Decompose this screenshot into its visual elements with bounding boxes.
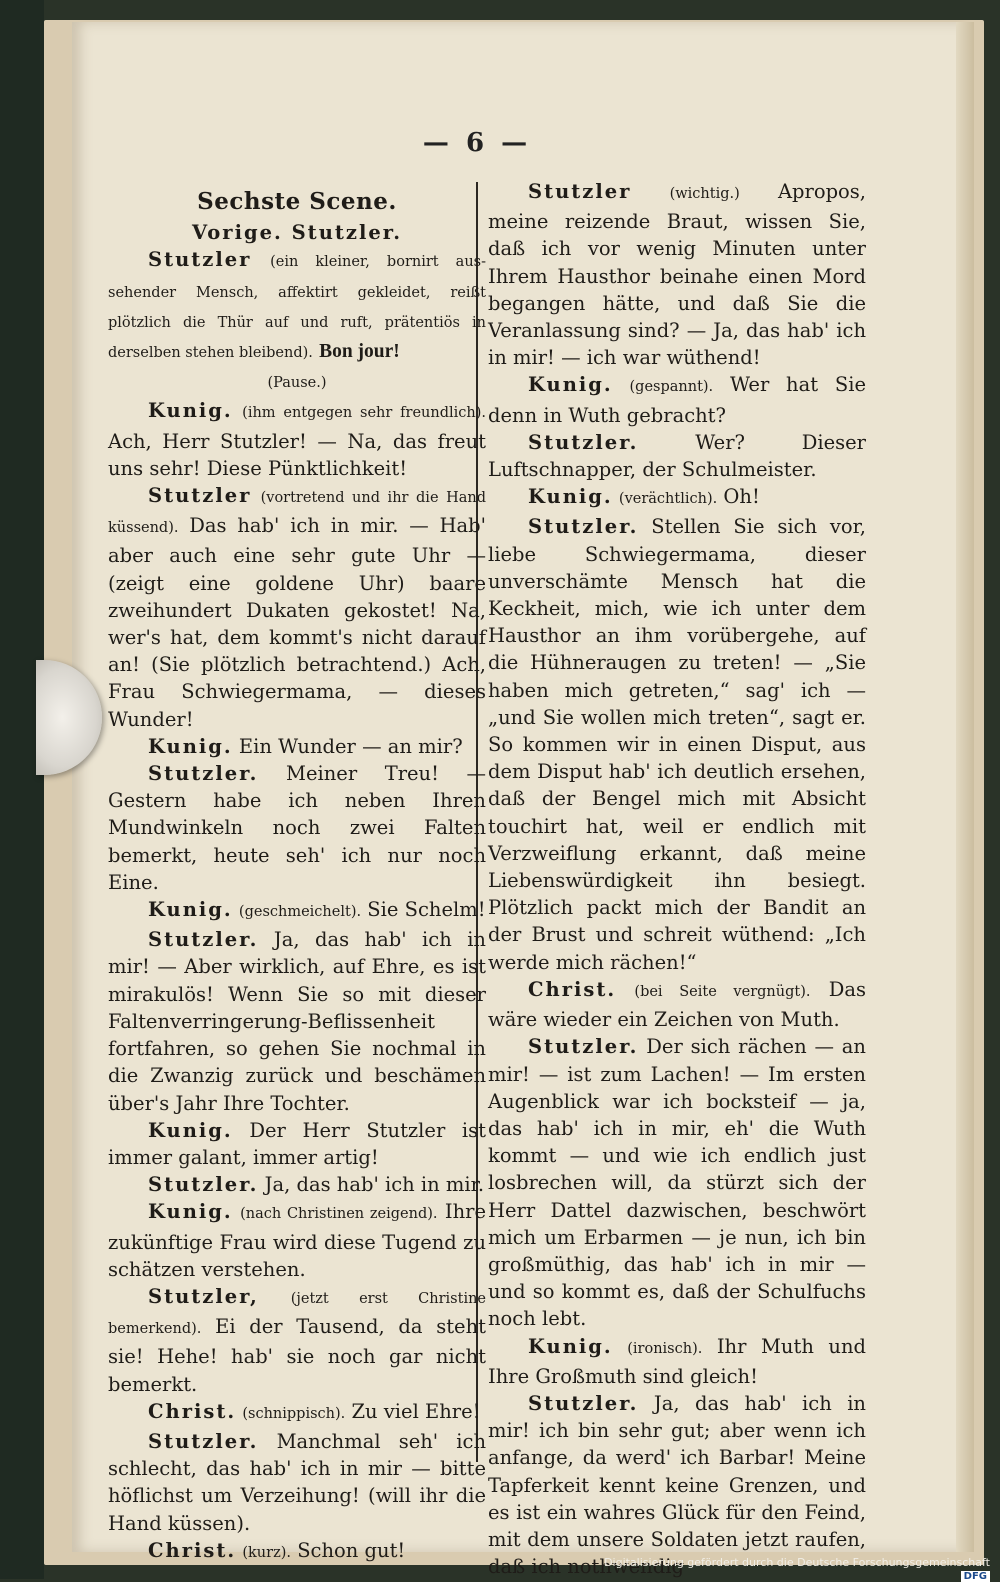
dialogue-text: Zu viel Ehre! [351, 1399, 481, 1423]
speaker-name: Kunig. [148, 1200, 233, 1224]
speaker-name: Stutzler [148, 248, 252, 272]
dialogue-text: Das hab' ich in mir. — Hab' aber auch eine sehr gute Uhr — (zeigt eine goldene Uhr) baare zweihundert Dukaten gekostet! Na, wer's hat, dem kommt's nicht darauf an! (Sie plötzlich betrachtend.) Ach, Frau Schwiegermama, — dieses Wunder! [108, 514, 487, 731]
speaker-name: Stutzler. [148, 1429, 259, 1453]
dialogue-paragraph [108, 1171, 486, 1198]
stage-direction: (bei Seite vergnügt). [634, 983, 811, 1000]
digitization-footer [600, 1556, 990, 1582]
dialogue-paragraph [108, 896, 486, 926]
dialogue-paragraph [488, 178, 866, 371]
speaker-name: Stutzler. [148, 762, 259, 786]
dialogue-text: Sie Schelm! [367, 898, 486, 922]
stage-direction: (kurz). [242, 1544, 291, 1561]
speaker-name: Stutzler [148, 484, 252, 508]
speaker-name: Stutzler. [528, 430, 639, 454]
dialogue-text: Ihr Muth und Ihre Großmuth sind gleich! [488, 1334, 866, 1388]
dialogue-text: Ach, Herr Stutzler! — Na, das freut uns sehr! Diese Pünktlichkeit! [108, 429, 486, 480]
dialogue-paragraph [488, 513, 866, 975]
dialogue-paragraph [108, 1428, 486, 1537]
page-number: — 6 — [422, 128, 532, 158]
dialogue-text: Das wäre wieder ein Zeichen von Muth. [488, 977, 866, 1032]
dialogue-paragraph [108, 367, 486, 397]
dialogue-text: Bon jour! [319, 341, 400, 363]
right-paragraphs [488, 178, 866, 1580]
dialogue-text: Wer hat Sie denn in Wuth gebracht? [488, 373, 866, 427]
speaker-name: Kunig. [148, 898, 233, 922]
speaker-name: Stutzler. [148, 1173, 259, 1197]
dialogue-paragraph [108, 1398, 486, 1428]
dialogue-text: Ja, das hab' ich in mir! — Aber wirklich, auf Ehre, es ist mirakulös! Wenn Sie so mit dieser Faltenverringerung-Beflissenheit fortfahren, so gehen Sie nochmal in die Zwanzig zurück und beschämen über's Jahr Ihre Tochter. [108, 928, 486, 1115]
dialogue-paragraph [488, 976, 866, 1033]
speaker-name: Kunig. [148, 734, 233, 758]
dfg-logo: DFG [961, 1571, 990, 1582]
left-column [108, 188, 486, 1567]
dialogue-text: Oh! [723, 485, 760, 509]
speaker-name: Kunig. [528, 1334, 613, 1358]
speaker-name: Kunig. [148, 399, 233, 423]
dialogue-text: Apropos, meine reizende Braut, wissen Sie, daß ich vor wenig Minuten unter Ihrem Hausthor beinahe einen Mord begangen hätte, und daß Sie die Veranlassung sind? — Ja, das hab' ich in mir! — ich war wüthend! [488, 180, 866, 370]
stage-direction: (geschmeichelt). [238, 904, 362, 921]
dialogue-paragraph [108, 482, 486, 733]
right-column [488, 178, 866, 1580]
stage-direction: (jetzt erst Christine bemerkend). [108, 1290, 487, 1338]
dialogue-text: Ei der Tausend, da steht sie! Hehe! hab' sie noch gar nicht bemerkt. [108, 1315, 486, 1396]
speaker-name: Stutzler, [148, 1284, 259, 1308]
scene-characters: Vorige. Stutzler. [191, 221, 403, 245]
speaker-name: Kunig. [148, 1118, 233, 1142]
dialogue-text: Ja, das hab' ich in mir. [264, 1173, 485, 1197]
speaker-name: Kunig. [528, 485, 613, 509]
dialogue-paragraph [488, 371, 866, 428]
speaker-name: Kunig. [528, 373, 613, 397]
page-right-shadow [956, 22, 974, 1552]
dialogue-text: Ja, das hab' ich in mir! ich bin sehr gut; aber wenn ich anfange, da werd' ich Barbar! Meine Tapferkeit kennt keine Grenzen, und es ist ein wahres Glück für den Feind, mit dem unsere Soldaten jetzt raufen, daß ich nothwendig [488, 1391, 866, 1579]
dialogue-paragraph [108, 1283, 486, 1398]
speaker-name: Stutzler. [528, 1035, 639, 1059]
stage-direction: (verächtlich). [618, 491, 718, 508]
stage-direction: (schnippisch). [242, 1405, 346, 1422]
speaker-name: Christ. [528, 977, 617, 1001]
dialogue-paragraph [108, 1198, 486, 1283]
dialogue-paragraph [488, 1333, 866, 1390]
stage-direction: (vortretend und ihr die Hand küssend). [108, 490, 486, 537]
speaker-name: Stutzler. [528, 1391, 639, 1415]
dialogue-text: Manchmal seh' ich schlecht, das hab' ich in mir — bitte höflichst um Verzeihung! (will ihr die Hand küssen). [108, 1429, 486, 1535]
dialogue-paragraph [488, 1033, 866, 1332]
speaker-name: Christ. [148, 1538, 237, 1562]
stage-direction: (nach Christinen zeigend). [240, 1206, 438, 1223]
dialogue-paragraph [108, 1537, 486, 1567]
stage-direction: (ein kleiner, bornirt aussehender Mensch, affektirt gekleidet, reißt plötzlich die Thür auf und ruft, prätentiös in derselben stehen bleibend). [108, 254, 487, 362]
dialogue-text: Schon gut! [297, 1538, 406, 1562]
stage-direction: (ironisch). [627, 1340, 703, 1357]
left-paragraphs [108, 246, 486, 1567]
dialogue-paragraph [108, 760, 486, 896]
speaker-name: Stutzler. [528, 515, 639, 539]
stage-direction: (wichtig.) [669, 186, 740, 202]
dialogue-text: Ihre zukünftige Frau wird diese Tugend zu schätzen verstehen. [108, 1200, 487, 1281]
dialogue-text: Wer? Dieser Luftschnapper, der Schulmeister. [488, 430, 867, 482]
dialogue-paragraph [108, 246, 486, 367]
dialogue-text: Meiner Treu! — Gestern habe ich neben Ihren Mundwinkeln noch zwei Falten bemerkt, heute seh' ich nur noch Eine. [108, 762, 486, 894]
speaker-name: Christ. [148, 1399, 237, 1423]
dialogue-paragraph [488, 1390, 866, 1580]
scan-background-left [0, 0, 44, 1579]
dialogue-text: Der Herr Stutzler ist immer galant, immer artig! [108, 1118, 486, 1169]
dialogue-paragraph [108, 1117, 486, 1171]
dialogue-text: Der sich rächen — an mir! — ist zum Lachen! — Im ersten Augenblick war ich bocksteif — ja, das hab' ich in mir, eh' die Wuth kommt — und wie ich endlich just losbrechen will, da stürzt sich der Herr Dattel dazwischen, beschwört mich um Erbarmen — je nun, ich bin großmüthig, das hab' ich in mir — und so kommt es, daß der Schulfuchs noch lebt. [488, 1035, 866, 1331]
stage-direction: (gespannt). [629, 379, 714, 396]
dialogue-paragraph [488, 483, 866, 513]
scene-heading: Sechste Scene. [197, 188, 397, 215]
dialogue-paragraph [108, 733, 486, 760]
speaker-name: Stutzler. [148, 928, 259, 952]
dialogue-paragraph [108, 926, 486, 1116]
speaker-name: Stutzler [528, 180, 632, 203]
dialogue-text: Ein Wunder — an mir? [238, 734, 463, 758]
dialogue-paragraph [108, 397, 486, 482]
stage-direction: (Pause.) [267, 375, 327, 392]
dialogue-paragraph [488, 429, 866, 483]
stage-direction: (ihm entgegen sehr freundlich). [242, 405, 486, 422]
footer-text: Digitalisierung gefördert durch die Deutsche Forschungsgemeinschaft [604, 1556, 990, 1569]
dialogue-text: Stellen Sie sich vor, liebe Schwiegermama, dieser unverschämte Mensch hat die Keckheit, mich, wie ich unter dem Hausthor an ihm vorübergehe, auf die Hühneraugen zu treten! — „Sie haben mich getreten,“ sag' ich — „und Sie wollen mich treten“, sagt er. So kommen wir in einen Disput, aus dem Disput hab' ich deutlich ersehen, daß der Bengel mich mit Absicht touchirt hat, weil er endlich mit Verzweiflung erkannt, daß meine Liebenswürdigkeit ihn besiegt. Plötzlich packt mich der Bandit an der Brust und schreit wüthend: „Ich werde mich rächen!“ [488, 515, 866, 974]
